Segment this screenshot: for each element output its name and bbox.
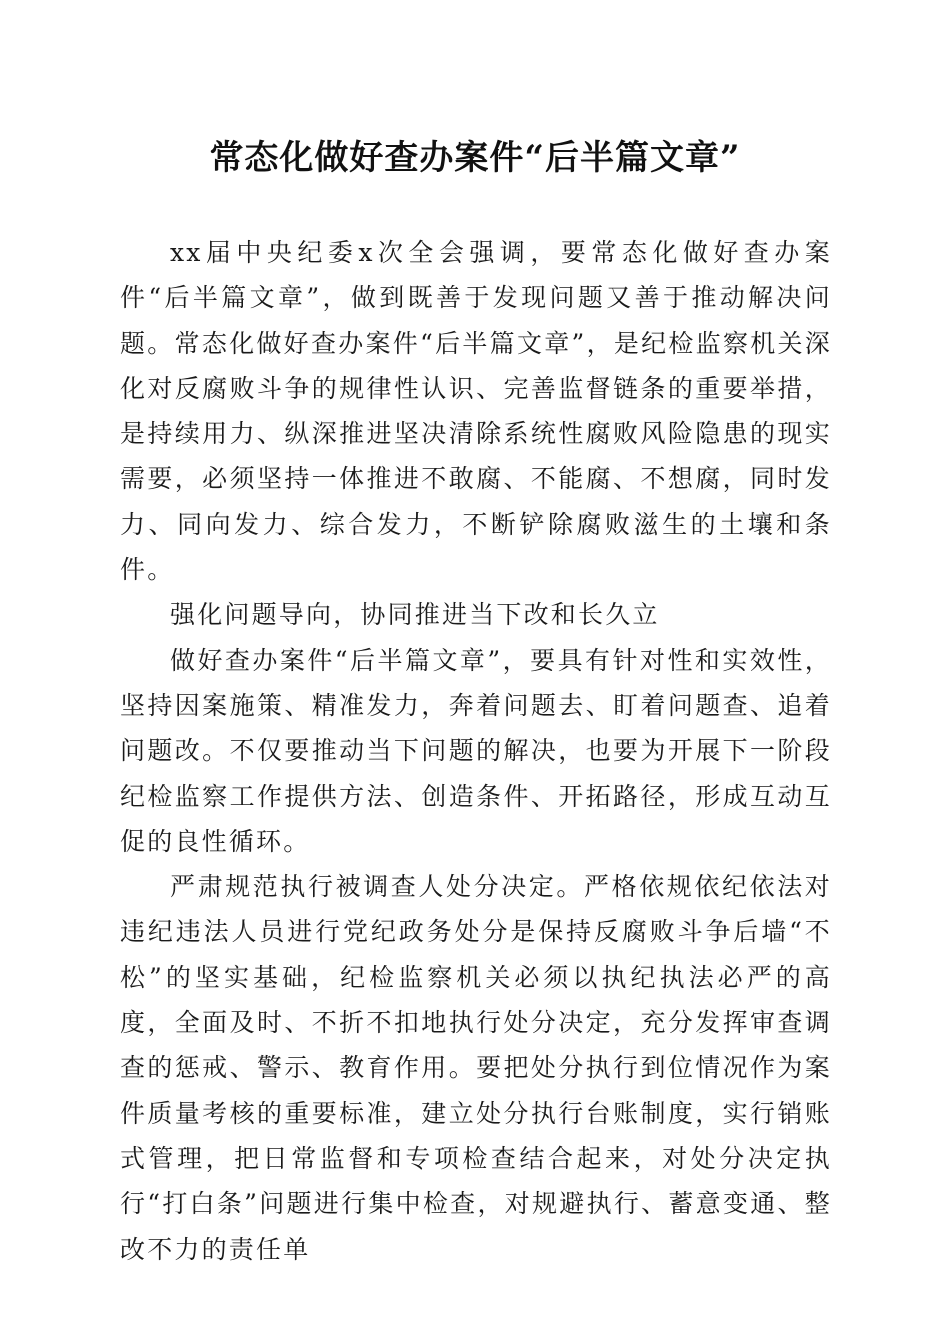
paragraph-problem-orientation: 做好查办案件“后半篇文章”，要具有针对性和实效性，坚持因案施策、精准发力，奔着问题去、盯着问题查、追着问题改。不仅要推动当下问题的解决，也要为开展下一阶段纪检监察工作提供方法、创造条件、开拓路径，形成互动互促的良性循环。 [120, 645, 832, 856]
paragraph-intro: xx届中央纪委x次全会强调，要常态化做好查办案件“后半篇文章”，做到既善于发现问题又善于推动解决问题。常态化做好查办案件“后半篇文章”，是纪检监察机关深化对反腐败斗争的规律性认识、完善监督链条的重要举措，是持续用力、纵深推进坚决清除系统性腐败风险隐患的现实需要，必须坚持一体推进不敢腐、不能腐、不想腐，同时发力、同向发力、综合发力，不断铲除腐败滋生的土壤和条件。 [120, 238, 832, 585]
paragraph-disciplinary-execution: 严肃规范执行被调查人处分决定。严格依规依纪依法对违纪违法人员进行党纪政务处分是保持反腐败斗争后墙“不松”的坚实基础，纪检监察机关必须以执纪执法必严的高度，全面及时、不折不扣地执行处分决定，充分发挥审查调查的惩戒、警示、教育作用。要把处分执行到位情况作为案件质量考核的重要标准，建立处分执行台账制度，实行销账式管理，把日常监督和专项检查结合起来，对处分决定执行“打白条”问题进行集中检查，对规避执行、蓄意变通、整改不力的责任单 [120, 872, 832, 1264]
document-body [120, 230, 832, 1272]
document-title: 常态化做好查办案件“后半篇文章” [209, 138, 741, 178]
section-heading: 强化问题导向，协同推进当下改和长久立 [170, 600, 660, 630]
